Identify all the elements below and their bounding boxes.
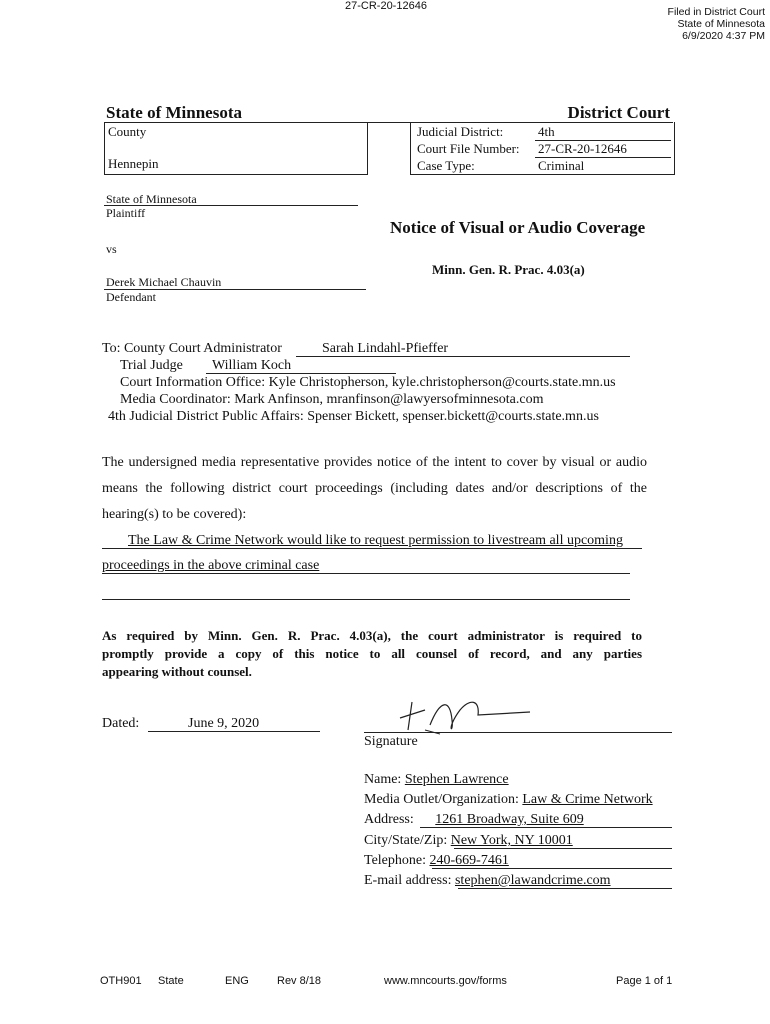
file-label: Court File Number: <box>417 141 520 156</box>
info-office: Court Information Office: Kyle Christopherson, kyle.christopherson@courts.state.mn.us <box>120 375 616 390</box>
admin-value: Sarah Lindahl-Pfieffer <box>322 341 449 356</box>
footer-form: OTH901 <box>100 975 142 987</box>
body-line1: The undersigned media representative provides notice of the intent to cover by visual or audio <box>102 455 647 470</box>
court-heading: District Court <box>567 103 670 122</box>
county-value: Hennepin <box>108 156 159 171</box>
body-line2: means the following district court proceedings (including dates and/or descriptions of the <box>102 481 647 496</box>
filed-stamp-line3: 6/9/2020 4:37 PM <box>682 30 765 42</box>
footer-rev: Rev 8/18 <box>277 975 322 987</box>
public-affairs: 4th Judicial District Public Affairs: Spenser Bickett, spenser.bickett@courts.state.mn.us <box>108 409 599 424</box>
top-case-number: 27-CR-20-12646 <box>345 0 427 12</box>
email-label: E-mail address: <box>364 873 452 888</box>
phone-label: Telephone: <box>364 853 426 868</box>
plaintiff-label: Plaintiff <box>106 206 146 220</box>
address-label: Address: <box>364 812 414 827</box>
required-line3: appearing without counsel. <box>102 664 252 679</box>
filed-stamp-line2: State of Minnesota <box>677 18 765 30</box>
dated-value: June 9, 2020 <box>188 716 260 731</box>
phone-value: 240-669-7461 <box>429 853 509 868</box>
contact-city <box>364 833 573 849</box>
rule-reference: Minn. Gen. R. Prac. 4.03(a) <box>432 262 585 277</box>
type-label: Case Type: <box>417 158 475 173</box>
footer-lang: ENG <box>225 975 249 987</box>
file-value: 27-CR-20-12646 <box>538 141 627 156</box>
name-label: Name: <box>364 772 402 787</box>
outlet-value: Law & Crime Network <box>522 792 653 807</box>
request-line2: proceedings in the above criminal case <box>102 558 320 573</box>
email-value: stephen@lawandcrime.com <box>454 873 611 888</box>
contact-name <box>364 772 509 788</box>
notice-title: Notice of Visual or Audio Coverage <box>390 218 646 237</box>
state-heading: State of Minnesota <box>106 103 242 122</box>
signature-label: Signature <box>364 734 418 749</box>
type-value: Criminal <box>538 158 585 173</box>
required-line1: As required by Minn. Gen. R. Prac. 4.03(a), the court administrator is required to <box>102 628 642 643</box>
district-label: Judicial District: <box>417 124 504 139</box>
address-value: 1261 Broadway, Suite 609 <box>435 812 584 827</box>
name-value: Stephen Lawrence <box>404 772 509 787</box>
footer-page: Page 1 of 1 <box>616 975 673 987</box>
contact-email <box>364 873 611 889</box>
contact-address <box>364 812 584 828</box>
county-label: County <box>108 124 147 139</box>
media-coordinator: Media Coordinator: Mark Anfinson, mranfinson@lawyersofminnesota.com <box>120 392 544 407</box>
city-value: New York, NY 10001 <box>450 833 573 848</box>
admin-label: To: County Court Administrator <box>102 341 282 356</box>
footer-state: State <box>158 975 184 987</box>
defendant-name: Derek Michael Chauvin <box>106 275 222 289</box>
filed-stamp-line1: Filed in District Court <box>667 6 765 18</box>
district-value: 4th <box>538 124 555 139</box>
required-line2: promptly provide a copy of this notice to all counsel of record, and any parties <box>102 646 642 661</box>
defendant-label: Defendant <box>106 290 156 304</box>
judge-label: Trial Judge <box>120 358 183 373</box>
vs-label: vs <box>106 242 117 256</box>
request-line1: The Law & Crime Network would like to request permission to livestream all upcoming <box>128 533 623 548</box>
contact-phone <box>364 853 509 869</box>
footer-url: www.mncourts.gov/forms <box>384 975 507 987</box>
body-line3: hearing(s) to be covered): <box>102 507 247 522</box>
outlet-label: Media Outlet/Organization: <box>364 792 519 807</box>
plaintiff-name: State of Minnesota <box>106 192 197 206</box>
dated-label: Dated: <box>102 716 140 731</box>
contact-outlet <box>364 792 653 808</box>
filed-stamp <box>668 6 765 42</box>
judge-value: William Koch <box>212 358 292 373</box>
city-label: City/State/Zip: <box>364 833 448 848</box>
